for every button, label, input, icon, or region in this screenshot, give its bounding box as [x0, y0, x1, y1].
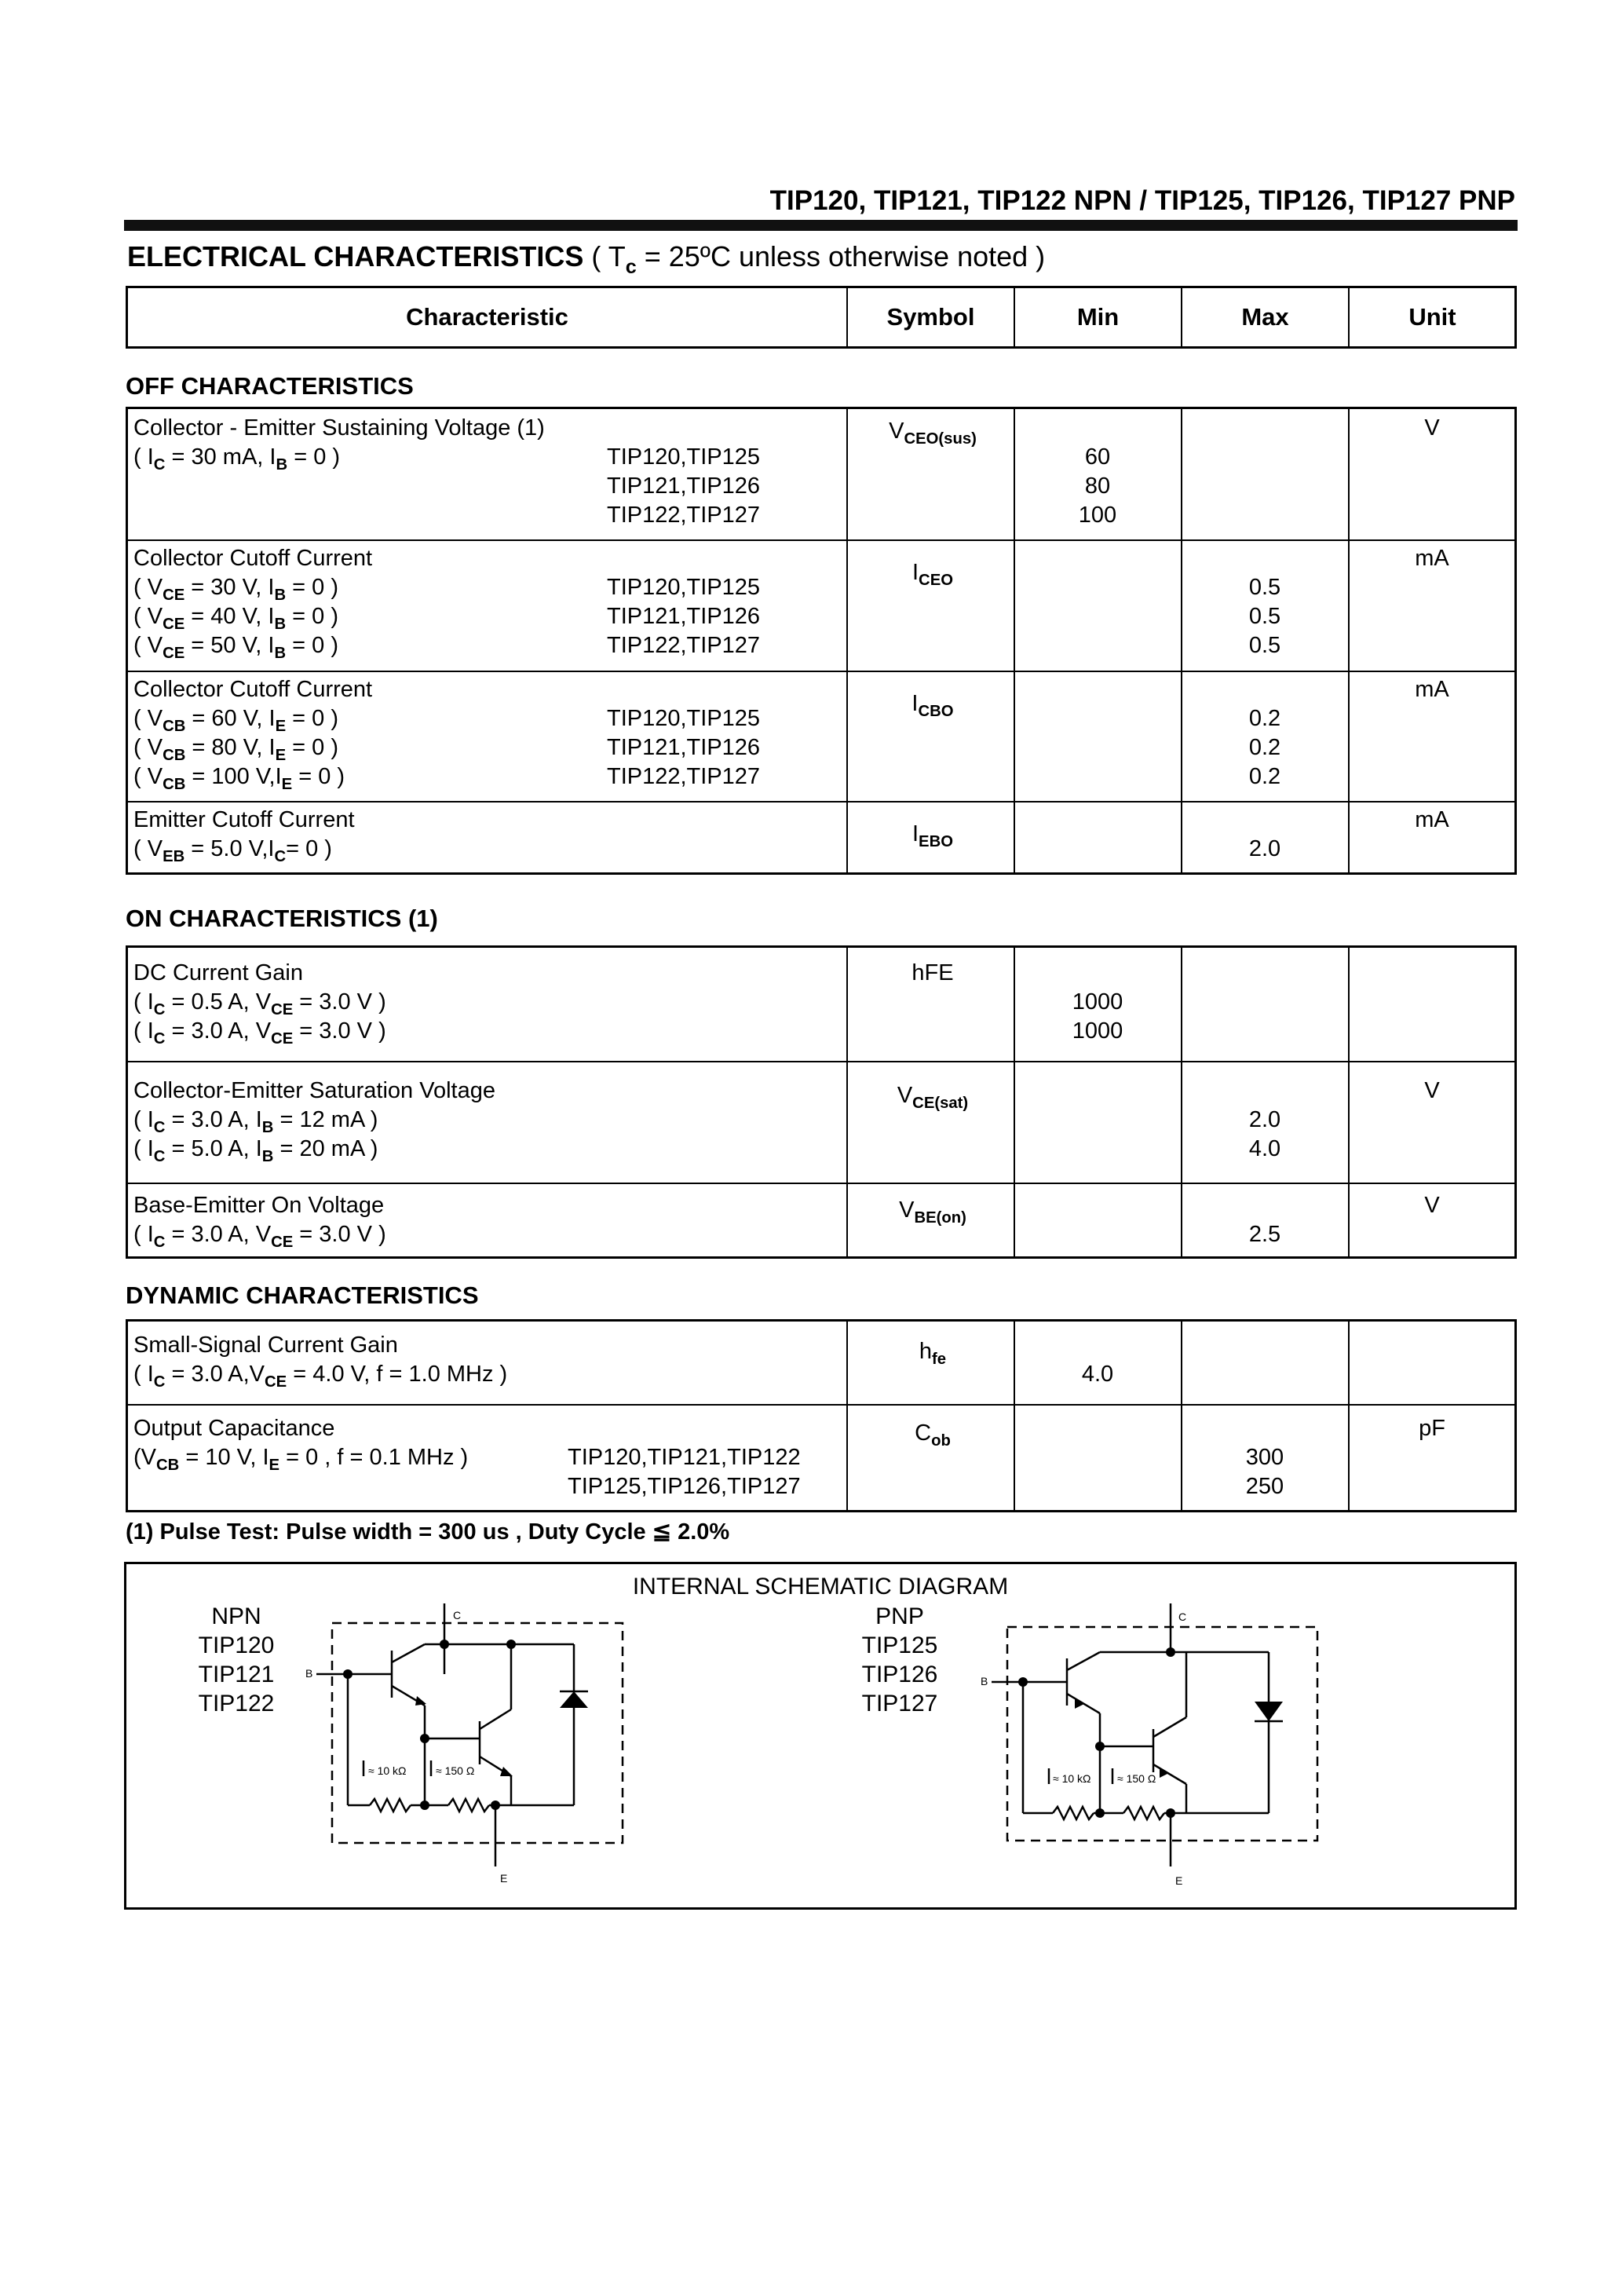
unit-value: V	[1424, 1078, 1440, 1103]
npn-pin-b-label: B	[305, 1667, 313, 1680]
min-value: 1000	[1072, 1018, 1123, 1044]
param-condition: ( $I_C = 3.0$ A, $I_B = 12$ mA )	[133, 1107, 378, 1137]
param-condition: ( $V_{CE} = 50$ V, $I_B = 0$ )	[133, 633, 339, 663]
symbol-cell: $C_{ob}$	[915, 1420, 951, 1450]
on-characteristics-table	[126, 945, 1517, 1259]
max-value: 300	[1245, 1445, 1284, 1470]
col-symbol: Symbol	[886, 303, 975, 331]
symbol-cell: $I_{CEO}$	[911, 560, 953, 590]
document-header-title: TIP120, TIP121, TIP122 NPN / TIP125, TIP126, TIP127 PNP	[769, 185, 1515, 216]
param-condition: ( $V_{CB} = 100$ $V,I_E = 0$ )	[133, 764, 345, 794]
section-title-tail: ( $T_c$ = 25ºC unless otherwise noted )	[591, 240, 1046, 278]
col-unit: Unit	[1408, 303, 1456, 331]
col-max: Max	[1241, 303, 1289, 331]
max-value: 0.5	[1248, 575, 1281, 600]
pulse-test-footnote: (1) Pulse Test: Pulse width = 300 us , Duty Cycle ≦ 2.0%	[126, 1519, 730, 1545]
internal-schematic-box	[124, 1562, 1517, 1910]
table-header	[126, 286, 1517, 349]
part-number: TIP120,TIP125	[607, 706, 761, 731]
off-characteristics-table	[126, 407, 1517, 875]
symbol-cell: $I_{CBO}$	[911, 691, 954, 721]
max-value: 2.5	[1248, 1222, 1281, 1247]
part-number: TIP122,TIP127	[607, 764, 761, 789]
pnp-r1-label: ≈ 10 kΩ	[1053, 1772, 1091, 1785]
param-name: Collector-Emitter Saturation Voltage	[133, 1078, 495, 1103]
param-condition: ( $V_{CB} = 60$ V, $I_E = 0$ )	[133, 706, 339, 736]
part-number: TIP121,TIP126	[607, 473, 761, 499]
param-condition: ( $V_{CB} = 80$ V, $I_E = 0$ )	[133, 735, 339, 765]
col-characteristic: Characteristic	[406, 303, 568, 331]
pnp-pin-b-label: B	[981, 1675, 988, 1687]
param-name: Collector Cutoff Current	[133, 546, 373, 571]
max-value: 0.2	[1248, 764, 1281, 789]
param-condition: ( $V_{EB} = 5.0$ $V,I_C= 0$ )	[133, 836, 332, 866]
npn-part-list: NPN TIP120 TIP121 TIP122	[198, 1603, 275, 1717]
max-value: 0.5	[1248, 604, 1281, 629]
max-value: 2.0	[1248, 836, 1281, 861]
dynamic-characteristics-table	[126, 1319, 1517, 1512]
min-value: 60	[1084, 444, 1111, 470]
min-value: 100	[1078, 503, 1117, 528]
param-name: Collector Cutoff Current	[133, 677, 373, 702]
npn-pin-e-label: E	[500, 1872, 508, 1885]
param-name: Output Capacitance	[133, 1416, 335, 1441]
on-characteristics-title: ON CHARACTERISTICS (1)	[126, 905, 438, 932]
part-number: TIP121,TIP126	[607, 735, 761, 760]
pnp-part-list: PNP TIP125 TIP126 TIP127	[861, 1603, 938, 1717]
part-number: TIP122,TIP127	[607, 633, 761, 658]
param-condition: ( $I_C = 3.0$ A, $V_{CE} = 3.0$ V )	[133, 1018, 386, 1048]
header-rule	[124, 220, 1518, 231]
section-title	[127, 240, 1046, 278]
symbol-cell: $V_{BE(on)}$	[899, 1197, 966, 1227]
param-condition: ( $I_C = 3.0$ $A,V_{CE} = 4.0$ V, f = 1.0 MHz )	[133, 1362, 508, 1391]
param-condition: ( $I_C = 30$ mA, $I_B = 0$ )	[133, 444, 341, 474]
max-value: 0.5	[1248, 633, 1281, 658]
param-name: Emitter Cutoff Current	[133, 807, 355, 832]
max-value: 2.0	[1248, 1107, 1281, 1132]
unit-value: mA	[1415, 546, 1449, 571]
unit-value: pF	[1419, 1416, 1445, 1441]
param-condition: ( $V_{CE} = 30$ V, $I_B = 0$ )	[133, 575, 339, 605]
param-name: Small-Signal Current Gain	[133, 1333, 398, 1358]
min-value: 4.0	[1081, 1362, 1114, 1387]
part-number: TIP125,TIP126,TIP127	[568, 1474, 801, 1499]
npn-darlington-schematic	[299, 1596, 645, 1894]
symbol-cell: $I_{EBO}$	[911, 821, 953, 851]
symbol-cell: $V_{CEO(sus)}$	[889, 419, 977, 448]
min-value: 80	[1084, 473, 1111, 499]
pnp-pin-e-label: E	[1175, 1874, 1183, 1887]
symbol-cell: $h_{fe}$	[919, 1339, 947, 1369]
unit-value: V	[1424, 415, 1440, 441]
section-title-bold: ELECTRICAL CHARACTERISTICS	[127, 240, 584, 272]
part-number: TIP122,TIP127	[607, 503, 761, 528]
param-condition: ( $I_C = 3.0$ A, $V_{CE} = 3.0$ V )	[133, 1222, 386, 1252]
unit-value: mA	[1415, 807, 1449, 832]
param-condition: ( $I_C = 0.5$ A, $V_{CE} = 3.0$ V )	[133, 989, 386, 1019]
param-name: Collector - Emitter Sustaining Voltage (1)	[133, 415, 545, 441]
unit-value: V	[1424, 1193, 1440, 1218]
off-characteristics-title: OFF CHARACTERISTICS	[126, 372, 414, 400]
unit-value: mA	[1415, 677, 1449, 702]
symbol-cell: hFE	[911, 960, 954, 985]
param-name: DC Current Gain	[133, 960, 303, 985]
part-number: TIP120,TIP125	[607, 575, 761, 600]
npn-r2-label: ≈ 150 Ω	[436, 1764, 475, 1777]
schematic-title: INTERNAL SCHEMATIC DIAGRAM	[632, 1574, 1009, 1600]
dynamic-characteristics-title: DYNAMIC CHARACTERISTICS	[126, 1281, 479, 1309]
max-value: 0.2	[1248, 706, 1281, 731]
pnp-darlington-schematic	[974, 1603, 1335, 1902]
param-name: Base-Emitter On Voltage	[133, 1193, 385, 1218]
col-min: Min	[1076, 303, 1120, 331]
max-value: 4.0	[1248, 1136, 1281, 1161]
npn-pin-c-label: C	[453, 1609, 462, 1621]
part-number: TIP121,TIP126	[607, 604, 761, 629]
param-condition: ( $I_C = 5.0$ A, $I_B = 20$ mA )	[133, 1136, 378, 1166]
param-condition: ( $V_{CE} = 40$ V, $I_B = 0$ )	[133, 604, 339, 634]
max-value: 250	[1245, 1474, 1284, 1499]
pnp-pin-c-label: C	[1178, 1610, 1187, 1623]
max-value: 0.2	[1248, 735, 1281, 760]
npn-r1-label: ≈ 10 kΩ	[368, 1764, 407, 1777]
symbol-cell: $V_{CE(sat)}$	[897, 1083, 969, 1113]
param-condition: ($V_{CB} = 10$ V, $I_E = 0$ , f = 0.1 MHz )	[133, 1445, 469, 1475]
pnp-r2-label: ≈ 150 Ω	[1117, 1772, 1156, 1785]
min-value: 1000	[1072, 989, 1123, 1015]
part-number: TIP120,TIP121,TIP122	[568, 1445, 801, 1470]
part-number: TIP120,TIP125	[607, 444, 761, 470]
